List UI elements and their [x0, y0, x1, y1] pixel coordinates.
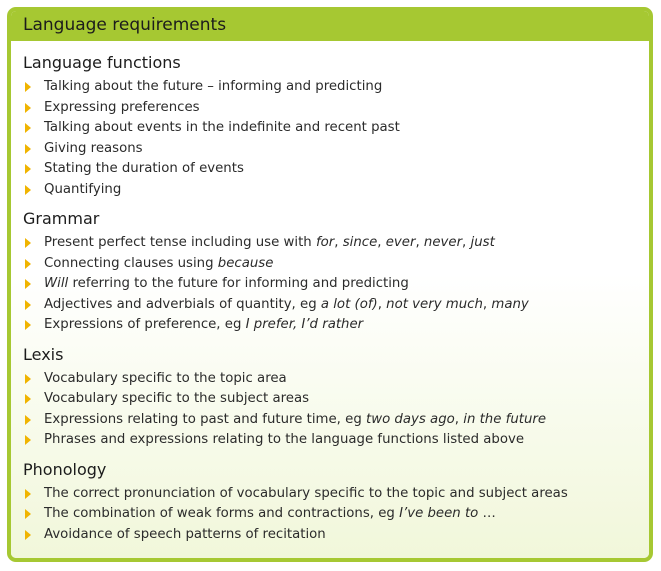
item-text: , — [462, 235, 471, 250]
list-item — [23, 389, 649, 410]
section-grammar — [23, 209, 649, 336]
item-text-italic: many — [491, 296, 529, 312]
triangle-bullet-icon — [25, 300, 31, 310]
item-text: Quantifying — [44, 181, 122, 197]
triangle-bullet-icon — [25, 320, 31, 330]
item-text-italic: in the future — [463, 411, 547, 427]
bullet-list — [23, 77, 649, 200]
item-text-italic: ever — [385, 235, 416, 250]
list-item — [23, 525, 649, 546]
list-item — [23, 369, 649, 390]
bullet-list — [23, 233, 649, 336]
list-item — [23, 410, 649, 431]
item-text-italic: two days ago — [365, 411, 455, 427]
item-text-italic: I’ve been to — [399, 506, 479, 521]
section-heading: Lexis — [23, 344, 64, 364]
triangle-bullet-icon — [25, 123, 31, 133]
list-item — [23, 254, 649, 275]
list-item — [23, 180, 649, 201]
item-text-italic: because — [217, 255, 274, 271]
box-body — [11, 41, 649, 558]
item-text-italic: Will — [44, 276, 69, 291]
item-text-italic: never — [423, 235, 463, 250]
item-text: … — [478, 506, 496, 521]
item-text: The combination of weak forms and contractions, eg — [44, 506, 400, 521]
language-requirements-box — [7, 7, 653, 562]
list-item — [23, 430, 649, 451]
item-text: , — [377, 235, 386, 250]
list-item — [23, 484, 649, 505]
item-text: referring to the future for informing and predicting — [68, 276, 409, 291]
section-heading: Phonology — [23, 459, 107, 479]
list-item — [23, 98, 649, 119]
item-text: Connecting clauses using — [44, 255, 218, 271]
triangle-bullet-icon — [25, 185, 31, 195]
triangle-bullet-icon — [25, 374, 31, 384]
item-text: Avoidance of speech patterns of recitation — [44, 526, 326, 542]
item-text: Talking about events in the indefinite and recent past — [44, 120, 400, 135]
list-item — [23, 295, 649, 316]
section-lexis — [23, 345, 649, 451]
triangle-bullet-icon — [25, 259, 31, 269]
list-item — [23, 159, 649, 180]
list-item — [23, 233, 649, 254]
item-text: Expressions of preference, eg — [44, 317, 246, 332]
box-header — [11, 11, 649, 41]
list-item — [23, 504, 649, 525]
section-heading: Grammar — [23, 209, 100, 228]
triangle-bullet-icon — [25, 279, 31, 289]
section-phonology — [23, 460, 649, 546]
triangle-bullet-icon — [25, 144, 31, 154]
triangle-bullet-icon — [25, 509, 31, 519]
item-text: Adjectives and adverbials of quantity, eg — [44, 296, 321, 312]
item-text-italic: since — [342, 235, 378, 250]
item-text-italic: not very much — [386, 296, 483, 312]
triangle-bullet-icon — [25, 82, 31, 92]
item-text: Vocabulary specific to the subject areas — [44, 391, 310, 406]
item-text: The correct pronunciation of vocabulary specific to the topic and subject areas — [44, 485, 568, 501]
list-item — [23, 274, 649, 295]
bullet-list — [23, 369, 649, 451]
list-item — [23, 118, 649, 139]
triangle-bullet-icon — [25, 394, 31, 404]
item-text: , — [334, 235, 343, 250]
list-item — [23, 315, 649, 336]
item-text: , — [454, 411, 464, 427]
triangle-bullet-icon — [25, 415, 31, 425]
item-text: Expressing preferences — [44, 99, 200, 115]
triangle-bullet-icon — [25, 238, 31, 248]
item-text: Talking about the future – informing and predicting — [44, 79, 383, 94]
box-title: Language requirements — [23, 15, 227, 35]
item-text: Phrases and expressions relating to the language functions listed above — [44, 432, 525, 447]
list-item — [23, 77, 649, 98]
triangle-bullet-icon — [25, 489, 31, 499]
triangle-bullet-icon — [25, 435, 31, 445]
item-text-italic: for — [315, 235, 335, 250]
item-text: Expressions relating to past and future time, eg — [44, 411, 366, 427]
item-text-italic: I prefer, I’d rather — [245, 317, 364, 332]
item-text: , — [482, 296, 492, 312]
item-text: Present perfect tense including use with — [44, 235, 316, 250]
item-text: Vocabulary specific to the topic area — [44, 370, 287, 386]
item-text-italic: a lot (of) — [320, 296, 378, 312]
triangle-bullet-icon — [25, 103, 31, 113]
triangle-bullet-icon — [25, 164, 31, 174]
section-heading: Language functions — [23, 53, 181, 72]
triangle-bullet-icon — [25, 530, 31, 540]
section-language-functions — [23, 53, 649, 200]
list-item — [23, 139, 649, 160]
bullet-list — [23, 484, 649, 546]
item-text: Stating the duration of events — [44, 161, 244, 176]
item-text: Giving reasons — [44, 140, 143, 156]
item-text: , — [377, 296, 387, 312]
item-text: , — [415, 235, 424, 250]
item-text-italic: just — [470, 235, 495, 250]
